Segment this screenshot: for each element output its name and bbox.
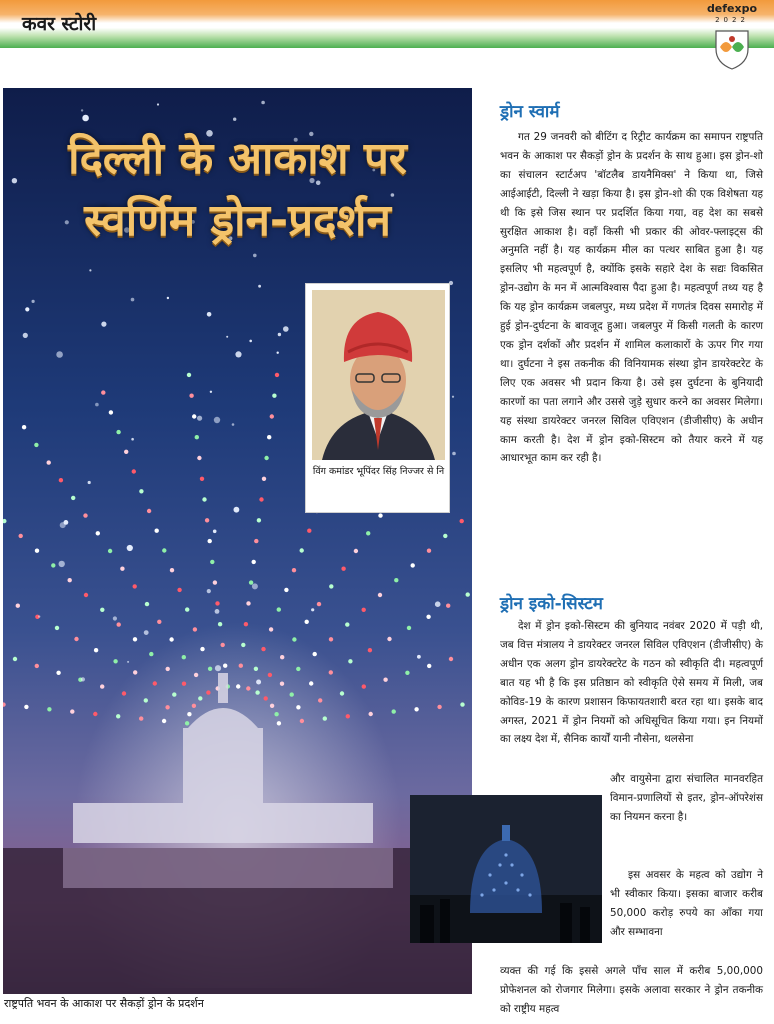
drone-light: [101, 390, 105, 394]
drone-light: [144, 630, 149, 635]
drone-light: [59, 561, 65, 567]
drone-light: [252, 560, 256, 564]
drone-light: [427, 664, 431, 668]
drone-light: [182, 682, 186, 686]
drone-light: [82, 115, 89, 122]
drone-light: [214, 417, 220, 423]
headline-line-1: दिल्ली के आकाश पर: [68, 133, 407, 184]
drone-light: [255, 690, 259, 694]
drone-light: [221, 643, 225, 647]
drone-light: [277, 721, 281, 725]
drone-light: [292, 637, 296, 641]
portrait-box: [305, 283, 450, 513]
drone-light: [122, 691, 126, 695]
drone-light: [131, 438, 134, 441]
drone-light: [172, 692, 176, 696]
drone-light: [267, 435, 271, 439]
drone-light: [460, 519, 464, 523]
drone-light: [210, 391, 212, 393]
drone-light: [246, 601, 250, 605]
drone-light: [426, 615, 430, 619]
drone-light: [290, 692, 294, 696]
drone-light: [272, 394, 276, 398]
drone-light: [120, 567, 124, 571]
defexpo-logo: [704, 2, 760, 80]
drone-light: [133, 670, 137, 674]
drone-light: [215, 609, 220, 614]
drone-light: [313, 652, 317, 656]
drone-light: [318, 698, 322, 702]
drone-light: [162, 719, 166, 723]
drone-light: [81, 109, 83, 111]
drone-light: [254, 667, 258, 671]
drone-light: [264, 696, 268, 700]
drone-light: [259, 497, 263, 501]
drone-light: [417, 655, 421, 659]
drone-light: [262, 477, 266, 481]
section-label: कवर स्टोरी: [22, 13, 97, 35]
drone-light: [215, 665, 221, 671]
drone-light: [305, 620, 309, 624]
drone-light: [213, 580, 217, 584]
drone-light: [208, 667, 212, 671]
drone-light: [144, 698, 148, 702]
drone-light: [127, 545, 133, 551]
drone-light: [340, 691, 344, 695]
drone-light: [362, 608, 366, 612]
drone-light: [133, 637, 137, 641]
drone-light: [116, 714, 120, 718]
shield-emblem-icon: [712, 27, 752, 71]
drone-light: [235, 351, 241, 357]
drone-light: [96, 531, 100, 535]
drone-light: [449, 657, 453, 661]
hero-image: [3, 88, 472, 994]
drone-light: [94, 648, 98, 652]
drone-light: [253, 254, 257, 258]
drone-light: [81, 677, 85, 681]
drone-light: [35, 549, 39, 553]
drone-light: [32, 300, 35, 303]
drone-light: [124, 450, 128, 454]
drone-light: [177, 588, 181, 592]
drone-light: [192, 704, 196, 708]
drone-light: [300, 719, 304, 723]
subhead-drone-ecosystem: ड्रोन इको-सिस्टम: [500, 594, 603, 614]
drone-light: [185, 721, 189, 725]
drone-light: [362, 684, 366, 688]
drone-light: [47, 707, 51, 711]
drone-light: [153, 681, 157, 685]
drone-light: [113, 659, 117, 663]
drone-light: [249, 340, 252, 343]
drone-light: [189, 394, 193, 398]
drone-light: [435, 601, 441, 607]
drone-light: [296, 705, 300, 709]
drone-light: [169, 637, 173, 641]
drone-light: [348, 659, 352, 663]
drone-light: [13, 657, 17, 661]
drone-light: [256, 680, 261, 685]
drone-light: [244, 622, 248, 626]
drone-light: [147, 509, 151, 513]
drone-light: [25, 307, 29, 311]
logo-year: 2022: [715, 16, 749, 24]
drone-light: [257, 518, 261, 522]
drone-light: [16, 604, 20, 608]
drone-light: [210, 560, 214, 564]
paragraph-4: इस अवसर के महत्व को उद्योग ने भी स्वीकार किया। इसका बाजार करीब 50,000 करोड़ रुपये का आँका गया और सम्भावना: [610, 869, 763, 938]
drone-light: [51, 563, 55, 567]
drone-light: [323, 716, 327, 720]
drone-light: [59, 478, 63, 482]
drone-light: [23, 333, 28, 338]
drone-light: [100, 608, 104, 612]
drone-light: [127, 661, 129, 663]
drone-light: [139, 716, 143, 720]
drone-light: [68, 578, 72, 582]
drone-light: [270, 704, 274, 708]
drone-light: [200, 647, 204, 651]
paragraph-2: देश में ड्रोन इको-सिस्टम की बुनियाद नवंबर 2020 में पड़ी थी, जब वित्त मंत्रालय ने डायरेक्टर जनरल सिविल एविएशन (डीजीसीए) के अधीन एक अलग ड्रोन डायरेक्टरेट के गठन को स्वीकृति दी। महत्वपूर्ण बात यह भी है कि इस प्रतिष्ठान को स्वीकृति ऐसे समय में मिली, जब कोविड-19 के कारण प्रशासन किफायतशारी बरत रहा था। इसके बाद अगस्त, 2021 में ड्रोन नियमों को अधिसूचित किया गया। इन नियमों का लक्ष्य देश में, सैनिक कार्यों यानी नौसेना, थलसेना: [500, 620, 763, 746]
inset-photo: [410, 795, 602, 943]
drone-light: [452, 452, 456, 456]
drone-light: [70, 709, 74, 713]
drone-light: [296, 667, 300, 671]
drone-light: [427, 549, 431, 553]
drone-light: [405, 671, 409, 675]
portrait-photo: [312, 290, 445, 460]
drone-light: [460, 702, 464, 706]
drone-light: [307, 529, 311, 533]
drone-light: [275, 373, 279, 377]
drone-light: [239, 664, 243, 668]
drone-light: [202, 497, 206, 501]
drone-light: [207, 589, 211, 593]
drone-light: [366, 531, 370, 535]
drone-light: [56, 671, 60, 675]
drone-light: [278, 333, 281, 336]
headline: [3, 128, 472, 252]
drone-light: [270, 414, 274, 418]
drone-light: [38, 615, 40, 617]
drone-light: [100, 684, 104, 688]
drone-light: [215, 601, 219, 605]
drone-light: [155, 529, 159, 533]
drone-light: [254, 539, 258, 543]
drone-light: [280, 655, 284, 659]
drone-light: [452, 396, 454, 398]
paragraph-1: गत 29 जनवरी को बीटिंग द रिट्रीट कार्यक्रम का समापन राष्ट्रपति भवन के आकाश पर सैकड़ों ड्रोन के प्रदर्शन के साथ हुआ। इस ड्रोन-शो का संचालन स्टार्टअप 'बॉटलैब डायनैमिक्स' ने किया था, जिसे आईआईटी, दिल्ली ने खड़ा किया है। इस ड्रोन-शो की एक विशेषता यह थी कि इसे जिस स्थान पर प्रदर्शित किया गया, वह देश का सबसे सुरक्षित आकाश है। वहाँ किसी भी प्रकार की ओवर-फ्लाइट्स की अनुमति नहीं है। यह कार्यक्रम मील का पत्थर साबित हुआ है। यह इसलिए भी महत्वपूर्ण है, क्योंकि इसके सहारे देश के सद्यः विकसित ड्रोन-उद्योग के मन में आत्मविश्वास पैदा हुआ है। महत्वपूर्ण तथ्य यह है कि यह ड्रोन कार्यक्रम जबलपुर, मध्य प्रदेश में गणतंत्र दिवस समारोह में हुई ड्रोन-दुर्घटना के बावजूद हुआ। जबलपुर में किसी गलती के कारण एक ड्रोन दर्शकों और प्रदर्शन में शामिल कलाकारों के ऊपर गिर गया था। दुर्घटना ने इस तकनीक की विनियामक संस्था ड्रोन डायरेक्टरेट के लिए एक अवसर भी प्रदान किया है। उसे इस दुर्घटना के बुनियादी कारणों का पता लगाने और उससे जुड़े सुधार करने का अवसर मिलेगा। यह संस्था डायरेक्टर जनरल सिविल एविएशन (डीजीसीए) के अधीन काम करती है। देश में ड्रोन इको-सिस्टम को तैयार करने में यह आधारभूत काम कर रही है।: [500, 131, 763, 465]
drone-light: [274, 712, 278, 716]
drone-light: [194, 673, 198, 677]
drone-light: [93, 712, 97, 716]
drone-light: [192, 414, 196, 418]
drone-light: [133, 584, 137, 588]
drone-light: [34, 443, 38, 447]
drone-light: [71, 496, 75, 500]
logo-word: defexpo: [706, 2, 758, 15]
drone-light: [345, 622, 349, 626]
drone-light: [383, 678, 387, 682]
drone-light: [139, 489, 143, 493]
drone-light: [346, 714, 350, 718]
drone-light: [19, 534, 23, 538]
drone-light: [241, 643, 245, 647]
drone-light: [329, 637, 333, 641]
drone-light: [101, 322, 106, 327]
drone-light: [232, 423, 235, 426]
drone-light: [233, 118, 236, 121]
drone-light: [311, 608, 314, 611]
drone-light: [261, 101, 265, 105]
drone-light: [197, 456, 201, 460]
drone-light: [329, 670, 333, 674]
drone-light: [466, 592, 470, 596]
drone-light: [24, 705, 28, 709]
drone-light: [284, 588, 288, 592]
drone-light: [117, 622, 121, 626]
drone-light: [234, 507, 240, 513]
drone-light: [280, 682, 284, 686]
drone-light: [206, 690, 210, 694]
drone-light: [378, 593, 382, 597]
drone-light: [55, 626, 59, 630]
drone-light: [170, 568, 174, 572]
drone-light: [200, 477, 204, 481]
drone-light: [162, 548, 166, 552]
drone-light: [187, 373, 191, 377]
hero-caption: राष्ट्रपति भवन के आकाश पर सैकड़ों ड्रोन के प्रदर्शन: [4, 997, 204, 1010]
drone-light: [197, 416, 202, 421]
drone-light: [193, 627, 197, 631]
drone-light: [394, 578, 398, 582]
drone-light: [392, 709, 396, 713]
drone-light: [277, 352, 279, 354]
drone-light: [368, 648, 372, 652]
drone-light: [84, 593, 88, 597]
drone-light: [47, 460, 51, 464]
drone-light: [198, 696, 202, 700]
drone-light: [195, 435, 199, 439]
drone-light: [446, 604, 450, 608]
drone-light: [369, 712, 373, 716]
drone-light: [226, 336, 228, 338]
drone-light: [354, 549, 358, 553]
drone-light: [277, 607, 281, 611]
drone-light: [35, 664, 39, 668]
drone-light: [378, 513, 382, 517]
drone-light: [218, 622, 222, 626]
drone-light: [269, 627, 273, 631]
drone-light: [300, 548, 304, 552]
drone-light: [258, 285, 261, 288]
drone-light: [387, 637, 391, 641]
drone-light: [116, 430, 120, 434]
drone-light: [165, 705, 169, 709]
drone-light: [249, 580, 253, 584]
drone-light: [317, 602, 321, 606]
drone-light: [283, 326, 289, 332]
drone-light: [207, 312, 212, 317]
drone-light: [83, 513, 87, 517]
drone-light: [261, 647, 265, 651]
drone-light: [208, 539, 212, 543]
paragraph-5: व्यक्त की गई कि इससे अगले पाँच साल में करीब 5,00,000 प्रोफेशनल को रोजगार मिलेगा। इसके अलावा सरकार ने ड्रोन तकनीक को राष्ट्रीय महत्व: [500, 965, 763, 1015]
drone-light: [264, 456, 268, 460]
drone-light: [309, 681, 313, 685]
drone-light: [167, 297, 169, 299]
drone-light: [22, 425, 26, 429]
drone-light: [166, 667, 170, 671]
drone-light: [108, 549, 112, 553]
drone-light: [56, 351, 63, 358]
drone-light: [414, 707, 418, 711]
drone-light: [205, 518, 209, 522]
drone-light: [268, 673, 272, 677]
drone-light: [113, 616, 117, 620]
paragraph-3: और वायुसेना द्वारा संचालित मानवरहित विमान-प्रणालियों से इतर, ड्रोन-ऑपरेशंस का नियमन करना है।: [610, 773, 763, 823]
portrait-caption: विंग कमांडर भूपिंदर सिंह निज्जर से नि: [312, 466, 445, 477]
drone-light: [149, 652, 153, 656]
drone-light: [157, 103, 159, 105]
drone-light: [157, 620, 161, 624]
drone-light: [213, 530, 217, 534]
drone-light: [187, 712, 191, 716]
drone-light: [185, 607, 189, 611]
drone-light: [341, 567, 345, 571]
drone-light: [443, 534, 447, 538]
drone-light: [145, 602, 149, 606]
drone-light: [89, 269, 91, 271]
drone-light: [74, 637, 78, 641]
drone-light: [109, 410, 113, 414]
drone-light: [132, 469, 136, 473]
drone-light: [407, 626, 411, 630]
drone-light: [223, 664, 227, 668]
drone-light: [131, 298, 135, 302]
drone-light: [95, 403, 99, 407]
drone-light: [246, 686, 250, 690]
drone-light: [411, 563, 415, 567]
drone-light: [236, 684, 240, 688]
drone-light: [252, 583, 258, 589]
subhead-drone-swarm: ड्रोन स्वार्म: [500, 102, 560, 122]
drone-light: [88, 481, 91, 484]
header-band: [0, 0, 774, 48]
drone-light: [329, 584, 333, 588]
drone-light: [292, 568, 296, 572]
drone-light: [437, 705, 441, 709]
drone-light: [182, 655, 186, 659]
drone-light: [64, 520, 69, 525]
headline-line-2: स्वर्णिम ड्रोन-प्रदर्शन: [84, 195, 391, 246]
